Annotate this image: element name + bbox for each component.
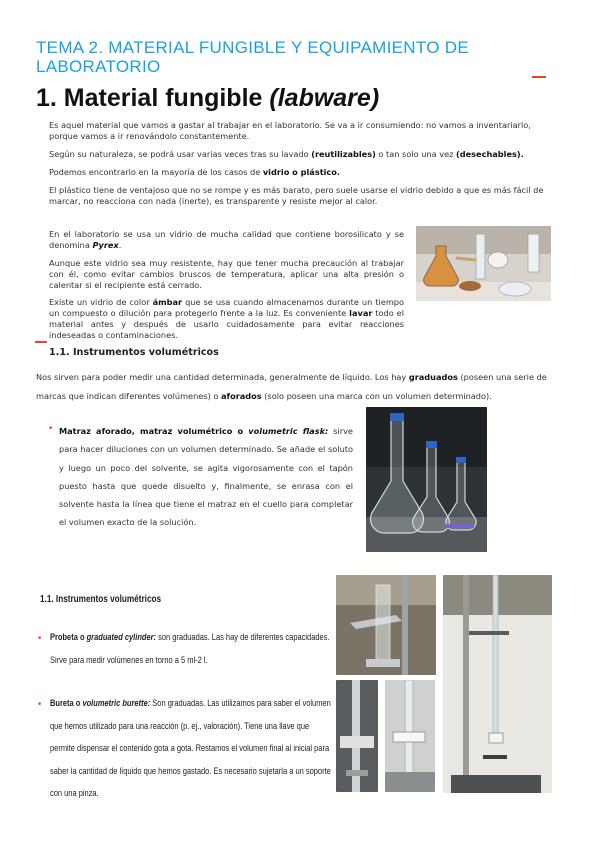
red-accent-mark bbox=[532, 76, 546, 78]
paragraph-material bbox=[49, 167, 561, 178]
text-bold: Bureta o bbox=[50, 698, 83, 709]
text: son graduadas. Las hay de diferentes capacidades. Sirve para medir volúmenes en torno a 5 ml-2 l. bbox=[50, 632, 330, 666]
paragraph-definition: Es aquel material que vamos a gastar al trabajar en el laboratorio. Se va a ir consumiendo: no vamos a inventariarlo, porque vamos a ir renovándolo constantemente. bbox=[49, 120, 531, 141]
text-bold: Probeta o bbox=[50, 632, 87, 643]
bullet-icon: • bbox=[37, 634, 43, 644]
text-bold: Matraz aforado, matraz volumétrico o bbox=[59, 426, 249, 436]
section-title-number: 1. Material fungible bbox=[36, 84, 263, 112]
text: Existe un vidrio de color bbox=[49, 297, 153, 307]
section-title bbox=[36, 84, 379, 113]
subsection-heading-condensed: 1.1. Instrumentos volumétricos bbox=[40, 593, 162, 605]
tema-title bbox=[36, 38, 566, 76]
text: que se usa cuando almacenamos durante un tiempo un compuesto o dilución para protegerlo frente a la luz. Es conveniente bbox=[49, 297, 405, 318]
text-bold-italic: volumetric flask: bbox=[248, 426, 329, 436]
bureta-detail-photo bbox=[336, 680, 378, 792]
text-bold: vidrio o plástico. bbox=[262, 167, 341, 177]
text: todo el material antes y después de usarlo cuidadosamente para evitar reacciones indeseadas o contaminaciones. bbox=[49, 308, 404, 340]
subsection-heading: 1.1. Instrumentos volumétricos bbox=[49, 347, 219, 358]
paragraph-ambar bbox=[49, 297, 404, 341]
text-bold-italic: volumetric burette: bbox=[82, 698, 151, 709]
text-bold: (reutilizables) bbox=[311, 149, 376, 159]
text: (poseen una serie de marcas que indican diferentes volúmenes) o bbox=[36, 372, 547, 401]
paragraph-bureta bbox=[50, 693, 335, 806]
text: Nos sirven para poder medir una cantidad determinada, generalmente de líquido. Los hay bbox=[36, 372, 409, 382]
text: En el laboratorio se usa un vidrio de mucha calidad que contiene borosilicato y se denomina bbox=[49, 229, 404, 250]
paragraph-naturaleza bbox=[49, 149, 561, 160]
paragraph-matraz bbox=[59, 422, 353, 532]
red-accent-mark bbox=[35, 341, 47, 343]
text: sirve para hacer diluciones con un volumen determinado. Se añade el soluto y luego un poco del solvente, se agita vigorosamente con el tapón puesto hasta que quede disuelto y, finalmente, se enrasa con el solvente hasta la línea que tiene el matraz en el cuello para completar el volumen exacto de la solución. bbox=[59, 426, 353, 528]
text: . bbox=[118, 240, 122, 250]
text: Podemos encontrarlo en la mayoría de los casos de bbox=[49, 167, 263, 177]
text-bold: aforados bbox=[221, 391, 262, 401]
text-bold: lavar bbox=[349, 308, 373, 318]
llave-bureta-photo bbox=[385, 680, 435, 792]
bullet-icon: • bbox=[37, 700, 43, 710]
text: o tan solo una vez bbox=[375, 149, 457, 159]
paragraph-pyrex bbox=[49, 229, 404, 251]
paragraph-precaucion: Aunque este vidrio sea muy resistente, hay que tener mucha precaución al trabajar con él, como evitar cambios bruscos de temperatura, aplicar una alta presión o calentar si el recipiente está cerrado. bbox=[49, 258, 404, 290]
text: (solo poseen una marca con un volumen determinado). bbox=[261, 391, 492, 401]
volumetric-flask-photo bbox=[366, 407, 487, 552]
paragraph-plastico: El plástico tiene de ventajoso que no se rompe y es más barato, pero suele usarse el vidrio debido a que es más fácil de marcar, no reacciona con nada (inerte), es transparente y resiste mejor al calor. bbox=[49, 185, 544, 206]
text-bold-italic: graduated cylinder: bbox=[86, 632, 157, 643]
tema-line-1: TEMA 2. MATERIAL FUNGIBLE Y EQUIPAMIENTO DE bbox=[36, 38, 469, 57]
text-bold-italic: Pyrex bbox=[92, 240, 119, 250]
paragraph-probeta bbox=[50, 627, 335, 672]
paragraph-volumetricos bbox=[36, 368, 561, 406]
bureta-soporte-photo bbox=[443, 575, 552, 793]
text-bold: graduados bbox=[408, 372, 458, 382]
text: Según su naturaleza, se podrá usar varias veces tras su lavado bbox=[49, 149, 312, 159]
text-bold: ámbar bbox=[152, 297, 183, 307]
bullet-icon: • bbox=[48, 424, 54, 434]
tema-line-2: LABORATORIO bbox=[36, 57, 161, 76]
probeta-photo bbox=[336, 575, 436, 675]
text: Son graduadas. Las utilizamos para saber el volumen que hemos utilizado para una reacción (p. ej., valoración). Tiene una llave que permite dispensar el contenido gota a gota. Restamos el volumen final al inicial para saber la cantidad de líquido que hemos gastado. Es necesario sujetarla a un soporte con una pinza. bbox=[50, 698, 331, 799]
labware-photo bbox=[416, 226, 551, 301]
section-title-italic: (labware) bbox=[269, 84, 380, 112]
text-bold: (desechables). bbox=[456, 149, 524, 159]
